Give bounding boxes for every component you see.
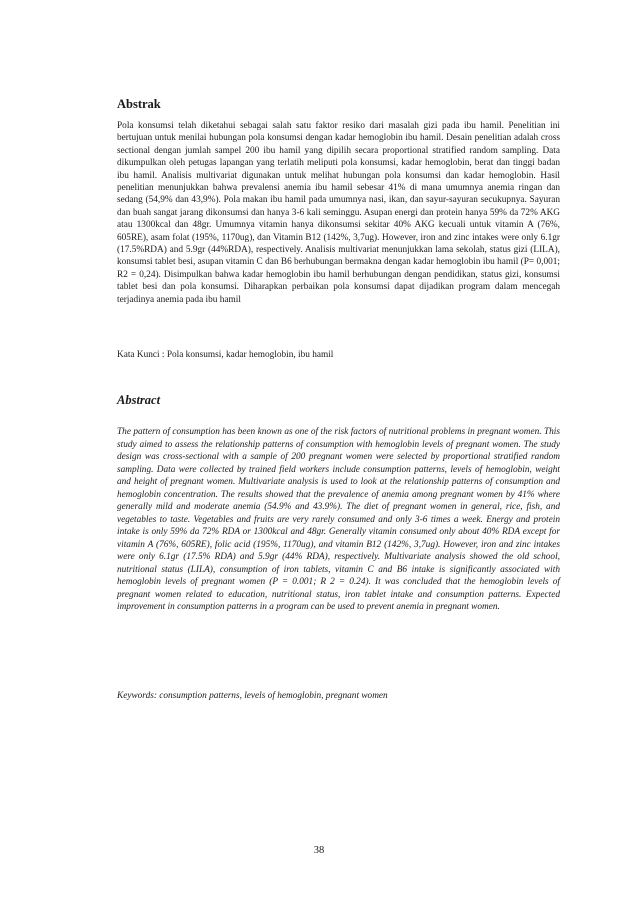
abstract-heading: Abstract	[117, 393, 161, 407]
abstrak-keywords: Kata Kunci : Pola konsumsi, kadar hemoglobin, ibu hamil	[117, 350, 334, 360]
abstract-body	[117, 426, 560, 614]
abstrak-body	[117, 120, 560, 306]
abstract-keywords: Keywords: consumption patterns, levels of hemoglobin, pregnant women	[117, 691, 388, 701]
abstrak-heading: Abstrak	[117, 97, 161, 111]
abstract-paragraph: The pattern of consumption has been known as one of the risk factors of nutritional problems in pregnant women. This study aimed to assess the relationship patterns of consumption with hemoglobin levels of pregnant women. The study design was cross-sectional with a sample of 200 pregnant women were selected by proportional stratified random sampling. Data were collected by trained field workers include consumption patterns, levels of hemoglobin, weight and height of pregnant women. Multivariate analysis is used to look at the relationship patterns of consumption and hemoglobin concentration. The results showed that the prevalence of anemia among pregnant women by 41% where generally mild and moderate anemia (54.9% and 43.9%). The diet of pregnant women in general, rice, fish, and vegetables to taste. Vegetables and fruits are very rarely consumed and only 3-6 times a week. Energy and protein intake is only 59% da 72% RDA or 1300kcal and 48gr. Generally vitamin consumed only about 40% RDA except for vitamin A (76%, 605RE), folic acid (195%, 1170ug), and vitamin B12 (142%, 3,7ug). However, iron and zinc intakes were only 6.1gr (17.5% RDA) and 5.9gr (44% RDA), respectively. Multivariate analysis showed the old school, nutritional status (LILA), consumption of iron tablets, vitamin C and B6 intake is significantly associated with hemoglobin levels of pregnant women (P = 0.001; R 2 = 0.24). It was concluded that the hemoglobin levels of pregnant women related to education, nutritional status, iron tablet intake and consumption patterns. Expected improvement in consumption patterns in a program can be used to prevent anemia in pregnant women.	[117, 427, 560, 612]
page-number: 38	[313, 845, 325, 856]
abstrak-paragraph: Pola konsumsi telah diketahui sebagai salah satu faktor resiko dari masalah gizi pada ibu hamil. Penelitian ini bertujuan untuk menilai hubungan pola konsumsi dengan kadar hemoglobin ibu hamil. Desain penelitian adalah cross sectional dengan jumlah sampel 200 ibu hamil yang dipilih secara proportional stratified random sampling. Data dikumpulkan oleh petugas lapangan yang terlatih meliputi pola konsumsi, kadar hemoglobin, berat dan tinggi badan ibu hamil. Analisis multivariat digunakan untuk melihat hubungan pola konsumsi dan kadar hemoglobin. Hasil penelitian menunjukkan bahwa prevalensi anemia ibu hamil sebesar 41% di mana umumnya anemia ringan dan sedang (54,9% dan 43,9%). Pola makan ibu hamil pada umumnya nasi, ikan, dan sayur-sayuran secukupnya. Sayuran dan buah sangat jarang dikonsumsi dan hanya 3-6 kali seminggu. Asupan energi dan protein hanya 59% da 72% AKG atau 1300kcal dan 48gr. Umumnya vitamin hanya dikonsumsi sekitar 40% AKG kecuali untuk vitamin A (76%, 605RE), asam folat (195%, 1170ug), dan Vitamin B12 (142%, 3,7ug). However, iron and zinc intakes were only 6.1gr (17.5%RDA) and 5.9gr (44%RDA), respectively. Analisis multivariat menunjukkan lama sekolah, status gizi (LILA), konsumsi tablet besi, asupan vitamin C dan B6 berhubungan bermakna dengan kadar hemoglobin ibu hamil (P= 0,001; R2 = 0,24). Disimpulkan bahwa kadar hemoglobin ibu hamil berhubungan dengan pendidikan, status gizi, konsumsi tablet besi dan pola konsumsi. Diharapkan perbaikan pola konsumsi dapat dijadikan program dalam mencegah terjadinya anemia pada ibu hamil	[117, 121, 560, 305]
